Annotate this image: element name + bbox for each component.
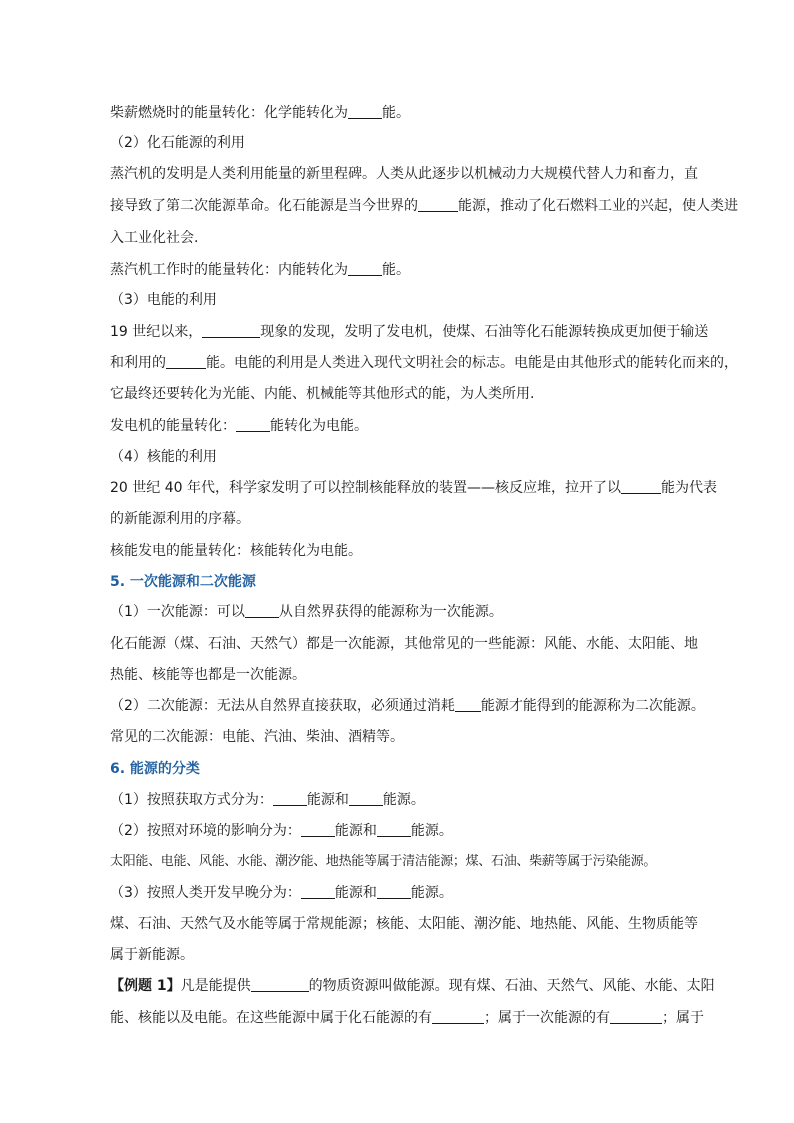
text-line: 煤、石油、天然气及水能等属于常规能源；核能、太阳能、潮汐能、地热能、风能、生物质能等: [110, 916, 698, 932]
text-line: 发电机的能量转化： 能转化为电能。: [110, 418, 368, 434]
fill-blank: [418, 197, 458, 212]
text-line: 19 世纪以来， 现象的发现，发明了发电机，使煤、石油等化石能源转换成更加便于输送: [110, 324, 709, 340]
fill-blank: [273, 791, 307, 806]
text-line: 接导致了第二次能源革命。化石能源是当今世界的 能源，推动了化石燃料工业的兴起，使人类进: [110, 198, 738, 214]
text-line: 蒸汽机的发明是人类利用能量的新里程碑。人类从此逐步以机械动力大规模代替人力和畜力，直: [110, 166, 698, 182]
fill-blank: [610, 1009, 662, 1024]
fill-blank: [166, 354, 206, 369]
fill-blank: [202, 323, 260, 338]
text-line: 热能、核能等也都是一次能源。: [110, 667, 306, 683]
subheading: （3）电能的利用: [110, 292, 217, 308]
fill-blank: [348, 261, 382, 276]
text-line: 属于新能源。: [110, 947, 194, 963]
text-line: （3）按照人类开发早晚分为： 能源和 能源。: [110, 885, 453, 901]
fill-blank: [455, 697, 481, 712]
fill-blank: [301, 884, 335, 899]
section-heading: 5. 一次能源和二次能源: [110, 574, 256, 590]
text-line: 能、核能以及电能。在这些能源中属于化石能源的有 ；属于一次能源的有 ；属于: [110, 1010, 704, 1026]
text-line: 化石能源（煤、石油、天然气）都是一次能源，其他常见的一些能源：风能、水能、太阳能、地: [110, 636, 698, 652]
fill-blank: [245, 603, 279, 618]
text-line: 蒸汽机工作时的能量转化：内能转化为 能。: [110, 262, 410, 278]
text-line: （2）按照对环境的影响分为： 能源和 能源。: [110, 823, 453, 839]
text-line: 和利用的 能。电能的利用是人类进入现代文明社会的标志。电能是由其他形式的能转化而来的，: [110, 355, 738, 371]
example-line: 【例题 1】凡是能提供 的物质资源叫做能源。现有煤、石油、天然气、风能、水能、太阳: [110, 978, 715, 994]
text-line: 20 世纪 40 年代，科学家发明了可以控制核能释放的装置——核反应堆，拉开了以 能为代表: [110, 480, 717, 496]
fill-blank: [377, 884, 411, 899]
fill-blank: [349, 791, 383, 806]
fill-blank: [377, 822, 411, 837]
example-label: 【例题 1】: [110, 978, 181, 994]
fill-blank: [621, 479, 661, 494]
fill-blank: [236, 417, 270, 432]
text-line: （2）二次能源：无法从自然界直接获取，必须通过消耗 能源才能得到的能源称为二次能源。: [110, 698, 705, 714]
text-line: 核能发电的能量转化：核能转化为电能。: [110, 543, 362, 559]
text-line: （1）一次能源：可以 从自然界获得的能源称为一次能源。: [110, 604, 503, 620]
text-line: 的新能源利用的序幕。: [110, 511, 250, 527]
subheading: （4）核能的利用: [110, 449, 217, 465]
subheading: （2）化石能源的利用: [110, 135, 245, 151]
fill-blank: [432, 1009, 484, 1024]
fill-blank: [251, 977, 309, 992]
fill-blank: [348, 104, 382, 119]
text-line: 柴薪燃烧时的能量转化：化学能转化为 能。: [110, 105, 410, 121]
text-line: 入工业化社会.: [110, 230, 199, 246]
section-heading: 6. 能源的分类: [110, 761, 200, 777]
text-line: 常见的二次能源：电能、汽油、柴油、酒精等。: [110, 729, 404, 745]
text-line: 它最终还要转化为光能、内能、机械能等其他形式的能，为人类所用.: [110, 386, 535, 402]
text-line: 太阳能、电能、风能、水能、潮汐能、地热能等属于清洁能源；煤、石油、柴薪等属于污染能源。: [110, 854, 657, 869]
fill-blank: [301, 822, 335, 837]
text-line: （1）按照获取方式分为： 能源和 能源。: [110, 792, 425, 808]
